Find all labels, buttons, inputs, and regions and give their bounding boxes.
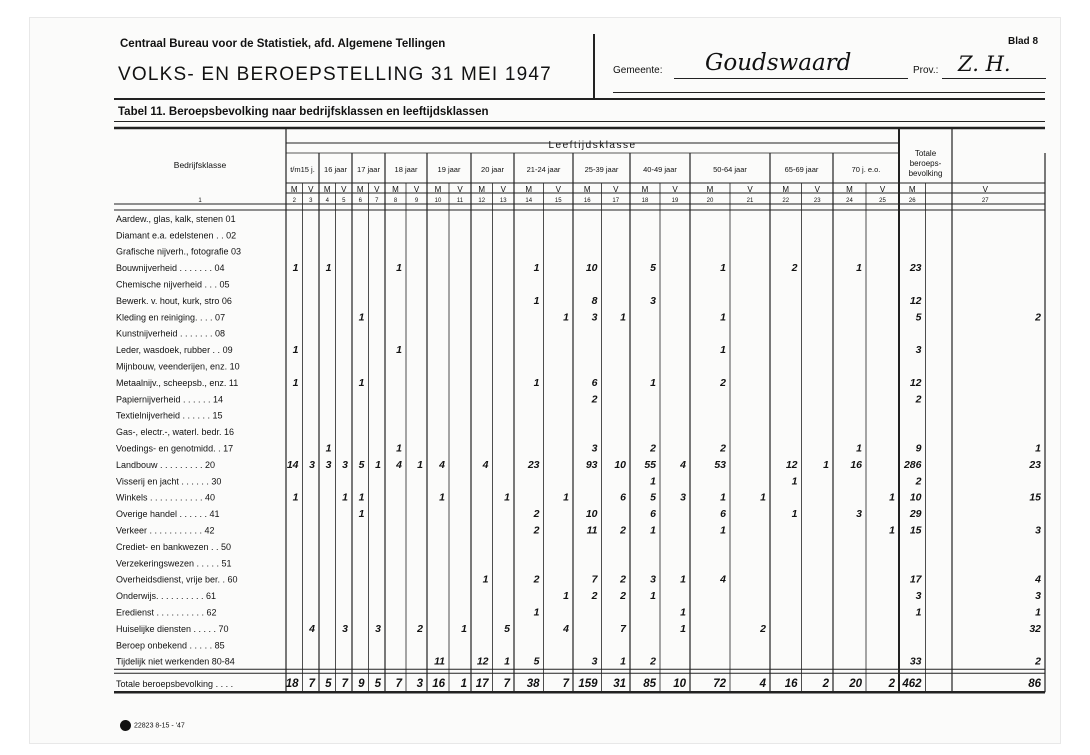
column-number: 13 (499, 198, 507, 204)
handwritten-value: 16 (850, 458, 862, 471)
handwritten-value: 1 (680, 606, 686, 619)
handwritten-value: 7 (591, 573, 598, 586)
handwritten-value: 2 (1035, 655, 1041, 668)
row-label: Diamant e.a. edelstenen . . 02 (116, 230, 237, 241)
column-number: 16 (583, 198, 591, 204)
handwritten-total: 86 (1028, 678, 1041, 691)
sheet-number: Blad 8 (1008, 36, 1039, 47)
handwritten-total: 7 (503, 678, 510, 691)
handwritten-value: 1 (358, 508, 365, 521)
age-group-label: 16 jaar (324, 165, 347, 174)
office-heading: Centraal Bureau voor de Statistiek, afd. Algemene Tellingen (120, 38, 446, 50)
column-number: 8 (393, 198, 398, 204)
column-number: 2 (292, 198, 296, 204)
sex-label: M (478, 185, 486, 194)
handwritten-value: 1 (791, 475, 798, 488)
handwritten-value: 1 (856, 262, 862, 275)
sex-label: V (413, 185, 420, 194)
printer-logo-icon (120, 720, 131, 731)
total-header-label: bevolking (908, 169, 943, 178)
handwritten-value: 32 (1029, 622, 1041, 635)
sex-label: V (814, 185, 820, 194)
row-label: Leder, wasdoek, rubber . . 09 (116, 345, 233, 356)
column-number: 21 (746, 198, 754, 204)
handwritten-value: 93 (585, 458, 598, 471)
handwritten-value: 1 (358, 311, 365, 324)
sex-label: M (782, 185, 790, 194)
age-group-label: 19 jaar (437, 165, 461, 174)
sex-label: V (879, 185, 886, 194)
handwritten-value: 53 (714, 458, 726, 471)
handwritten-value: 1 (680, 573, 686, 586)
handwritten-value: 10 (585, 262, 598, 275)
gemeente-value: Goudswaard (705, 50, 852, 76)
total-header-label: Totale (914, 149, 937, 158)
row-label: Papiernijverheid . . . . . . 14 (116, 394, 224, 405)
handwritten-total: 9 (358, 678, 365, 691)
census-table (30, 18, 1060, 743)
handwritten-value: 8 (591, 294, 598, 307)
handwritten-value: 1 (856, 442, 862, 455)
sex-label: M (525, 185, 533, 194)
handwritten-value: 1 (915, 606, 922, 619)
handwritten-value: 1 (650, 475, 656, 488)
handwritten-value: 6 (650, 508, 656, 521)
column-number: 4 (325, 198, 329, 204)
handwritten-value: 5 (358, 458, 365, 471)
handwritten-value: 3 (591, 311, 598, 324)
handwritten-value: 1 (650, 524, 656, 537)
age-group-label: 65-69 jaar (784, 165, 819, 174)
total-header-label: beroeps- (909, 159, 942, 168)
column-number: 23 (813, 198, 821, 204)
handwritten-value: 10 (614, 458, 626, 471)
sex-label: V (457, 185, 463, 194)
age-class-header: Leeftijdsklasse (548, 140, 637, 151)
row-label: Textielnijverheid . . . . . . 15 (116, 410, 223, 421)
handwritten-value: 3 (309, 458, 315, 471)
column-number: 7 (375, 198, 379, 204)
handwritten-value: 3 (856, 508, 862, 521)
row-label: Kleding en reiniging. . . . 07 (116, 312, 226, 323)
column-number: 5 (342, 198, 346, 204)
age-group-label: t/m15 j. (290, 165, 315, 174)
sex-label: M (706, 185, 714, 194)
handwritten-value: 4 (309, 622, 315, 635)
row-label: Tijdelijk niet werkenden 80-84 (116, 656, 235, 667)
column-number: 14 (525, 198, 533, 204)
gemeente-label: Gemeente: (613, 65, 663, 76)
handwritten-value: 1 (720, 311, 726, 324)
handwritten-value: 1 (417, 458, 423, 471)
handwritten-value: 1 (533, 294, 540, 307)
handwritten-value: 286 (903, 458, 922, 471)
row-label: Verzekeringswezen . . . . . 51 (116, 558, 232, 569)
handwritten-value: 1 (823, 458, 829, 471)
handwritten-value: 23 (909, 262, 922, 275)
age-group-label: 50-64 jaar (713, 165, 747, 174)
column-number: 15 (554, 198, 562, 204)
handwritten-total: 16 (784, 678, 798, 691)
table-title: Tabel 11. Beroepsbevolking naar bedrijfsklassen en leeftijdsklassen (118, 106, 489, 118)
census-title: VOLKS- EN BEROEPSTELLING 31 MEI 1947 (118, 64, 552, 85)
census-form-sheet (30, 18, 1060, 743)
handwritten-value: 1 (563, 590, 569, 603)
handwritten-value: 1 (342, 491, 348, 504)
handwritten-value: 12 (785, 458, 798, 471)
age-group-label: 18 jaar (394, 165, 418, 174)
handwritten-value: 3 (591, 655, 598, 668)
handwritten-value: 3 (591, 442, 598, 455)
row-label: Gas-, electr.-, waterl. bedr. 16 (116, 427, 235, 438)
column-number: 6 (358, 198, 362, 204)
handwritten-total: 85 (643, 678, 656, 691)
column-number: 19 (671, 198, 679, 204)
handwritten-value: 12 (909, 294, 922, 307)
handwritten-total: 2 (888, 678, 895, 691)
handwritten-value: 1 (1035, 442, 1041, 455)
handwritten-value: 11 (586, 524, 598, 537)
handwritten-value: 2 (591, 393, 598, 406)
handwritten-value: 2 (1035, 311, 1041, 324)
row-label: Aardew., glas, kalk, stenen 01 (116, 213, 236, 224)
handwritten-value: 3 (680, 491, 686, 504)
handwritten-value: 1 (1035, 606, 1041, 619)
handwritten-total: 7 (562, 678, 569, 691)
row-label: Kunstnijverheid . . . . . . . 08 (116, 328, 226, 339)
total-row-label: Totale beroepsbevolking . . . . (116, 679, 234, 690)
province-value: Z. H. (958, 52, 1011, 76)
handwritten-value: 15 (1029, 491, 1041, 504)
sex-label: M (641, 185, 649, 194)
handwritten-value: 6 (620, 491, 626, 504)
row-label: Crediet- en bankwezen . . 50 (116, 541, 232, 552)
handwritten-total: 10 (673, 678, 686, 691)
handwritten-value: 1 (325, 262, 332, 275)
handwritten-value: 2 (760, 622, 766, 635)
handwritten-total: 17 (475, 678, 489, 691)
handwritten-value: 1 (292, 344, 299, 357)
handwritten-value: 4 (720, 573, 726, 586)
row-label: Overheidsdienst, vrije ber. . 60 (116, 574, 238, 585)
handwritten-value: 1 (396, 344, 402, 357)
row-label: Bewerk. v. hout, kurk, stro 06 (116, 295, 232, 306)
sex-label: M (290, 185, 298, 194)
handwritten-value: 2 (791, 262, 798, 275)
handwritten-value: 1 (650, 590, 656, 603)
sex-label: M (434, 185, 442, 194)
handwritten-value: 17 (909, 573, 922, 586)
handwritten-value: 2 (650, 655, 656, 668)
handwritten-total: 7 (341, 678, 348, 691)
handwritten-value: 1 (325, 442, 332, 455)
column-number: 12 (478, 198, 486, 204)
handwritten-value: 4 (396, 458, 402, 471)
handwritten-value: 29 (909, 508, 922, 521)
handwritten-value: 1 (720, 491, 726, 504)
handwritten-value: 2 (533, 508, 540, 521)
handwritten-value: 1 (620, 311, 626, 324)
column-number: 27 (981, 198, 989, 204)
row-label: Onderwijs. . . . . . . . . . 61 (116, 591, 217, 602)
handwritten-value: 4 (482, 458, 489, 471)
handwritten-value: 3 (342, 458, 348, 471)
print-code-text: 22823 8-15 - '47 (134, 722, 185, 730)
handwritten-value: 1 (720, 344, 726, 357)
handwritten-total: 2 (822, 678, 829, 691)
handwritten-value: 1 (533, 262, 540, 275)
handwritten-value: 1 (563, 311, 569, 324)
handwritten-value: 6 (591, 376, 598, 389)
handwritten-value: 1 (563, 491, 569, 504)
sex-label: V (308, 185, 314, 194)
sex-label: V (341, 185, 347, 194)
handwritten-value: 1 (791, 508, 798, 521)
handwritten-value: 3 (915, 590, 922, 603)
row-label: Winkels . . . . . . . . . . . 40 (116, 492, 216, 503)
sex-label: M (583, 185, 591, 194)
sex-label: V (500, 185, 506, 194)
handwritten-total: 20 (849, 678, 862, 691)
handwritten-value: 23 (527, 458, 540, 471)
sex-label: V (555, 185, 561, 194)
row-label: Overige handel . . . . . . 41 (116, 509, 220, 520)
row-label: Mijnbouw, veenderijen, enz. 10 (116, 361, 240, 372)
age-group-label: 40-49 jaar (643, 165, 677, 174)
sex-label: M (323, 185, 331, 194)
handwritten-value: 5 (650, 491, 656, 504)
handwritten-value: 1 (358, 376, 365, 389)
row-label: Eredienst . . . . . . . . . . 62 (116, 607, 217, 618)
handwritten-value: 1 (720, 262, 726, 275)
age-group-label: 21-24 jaar (526, 165, 561, 174)
print-code (120, 720, 185, 731)
age-group-label: 20 jaar (481, 165, 504, 174)
row-label: Landbouw . . . . . . . . . 20 (116, 459, 216, 470)
handwritten-value: 2 (533, 524, 540, 537)
handwritten-total: 18 (285, 678, 299, 691)
handwritten-value: 1 (375, 458, 381, 471)
handwritten-value: 33 (909, 655, 922, 668)
handwritten-value: 1 (439, 491, 445, 504)
handwritten-total: 7 (308, 678, 315, 691)
handwritten-value: 1 (292, 376, 299, 389)
handwritten-value: 3 (1035, 590, 1041, 603)
sex-label: M (908, 185, 916, 194)
handwritten-total: 7 (395, 678, 402, 691)
row-label: Verkeer . . . . . . . . . . . 42 (116, 525, 215, 536)
handwritten-value: 1 (889, 491, 895, 504)
handwritten-value: 1 (533, 376, 540, 389)
row-label: Voedings- en genotmidd. . 17 (116, 443, 234, 454)
row-label: Visserij en jacht . . . . . . 30 (116, 476, 222, 487)
handwritten-value: 1 (680, 622, 686, 635)
bedrijfsklasse-header: Bedrijfsklasse (173, 160, 227, 170)
handwritten-total: 72 (713, 678, 726, 691)
sex-label: M (846, 185, 853, 194)
handwritten-value: 2 (591, 590, 598, 603)
row-label: Chemische nijverheid . . . 05 (116, 279, 230, 290)
handwritten-value: 4 (680, 458, 686, 471)
handwritten-total: 462 (902, 678, 922, 691)
handwritten-value: 1 (292, 262, 299, 275)
handwritten-value: 15 (909, 524, 922, 537)
column-number: 25 (879, 198, 886, 204)
column-number: 10 (434, 198, 442, 204)
column-number: 17 (612, 198, 620, 204)
handwritten-value: 1 (620, 655, 626, 668)
handwritten-value: 3 (342, 622, 348, 635)
column-number: 26 (908, 198, 916, 204)
handwritten-total: 1 (460, 678, 467, 691)
row-label: Grafische nijverh., fotografie 03 (116, 246, 242, 257)
column-number: 18 (641, 198, 649, 204)
handwritten-value: 5 (533, 655, 540, 668)
handwritten-value: 4 (439, 458, 445, 471)
handwritten-value: 1 (760, 491, 766, 504)
sex-label: V (374, 185, 380, 194)
sex-label: M (356, 185, 364, 194)
sex-label: V (613, 185, 619, 194)
handwritten-value: 2 (915, 393, 922, 406)
handwritten-value: 3 (650, 573, 656, 586)
row-label: Bouwnijverheid . . . . . . . 04 (116, 263, 225, 274)
row-label: Beroep onbekend . . . . . 85 (116, 640, 225, 651)
handwritten-value: 5 (650, 262, 656, 275)
handwritten-total: 16 (432, 678, 445, 691)
handwritten-value: 2 (620, 573, 626, 586)
handwritten-value: 23 (1029, 458, 1041, 471)
handwritten-value: 10 (909, 491, 922, 504)
handwritten-total: 31 (613, 678, 626, 691)
handwritten-value: 1 (358, 491, 365, 504)
handwritten-value: 1 (504, 491, 510, 504)
handwritten-value: 2 (533, 573, 540, 586)
handwritten-value: 1 (533, 606, 540, 619)
handwritten-value: 1 (396, 262, 402, 275)
row-label: Metaalnijv., scheepsb., enz. 11 (116, 377, 239, 388)
handwritten-value: 4 (1035, 573, 1041, 586)
handwritten-value: 14 (286, 458, 299, 471)
handwritten-value: 5 (915, 311, 922, 324)
handwritten-value: 1 (482, 573, 489, 586)
handwritten-value: 3 (375, 622, 381, 635)
handwritten-value: 7 (620, 622, 626, 635)
column-number: 9 (414, 198, 419, 204)
handwritten-value: 2 (915, 475, 922, 488)
handwritten-value: 55 (644, 458, 656, 471)
handwritten-value: 2 (720, 376, 726, 389)
column-number: 24 (846, 198, 853, 204)
handwritten-value: 1 (396, 442, 402, 455)
handwritten-value: 6 (720, 508, 726, 521)
sex-label: V (747, 185, 753, 194)
handwritten-value: 5 (504, 622, 510, 635)
sex-label: V (982, 185, 988, 194)
handwritten-value: 11 (434, 655, 445, 668)
handwritten-value: 12 (476, 655, 489, 668)
handwritten-total: 5 (374, 678, 381, 691)
age-group-label: 25-39 jaar (584, 165, 619, 174)
row-label: Huiselijke diensten . . . . . 70 (116, 623, 229, 634)
handwritten-value: 2 (417, 622, 423, 635)
sex-label: M (392, 185, 399, 194)
handwritten-value: 1 (650, 376, 656, 389)
handwritten-value: 2 (620, 590, 626, 603)
handwritten-value: 1 (720, 524, 726, 537)
handwritten-value: 10 (585, 508, 598, 521)
age-group-label: 70 j. e.o. (851, 165, 881, 174)
handwritten-value: 9 (915, 442, 922, 455)
column-number: 22 (782, 198, 790, 204)
handwritten-total: 38 (526, 678, 540, 691)
handwritten-value: 4 (563, 622, 569, 635)
handwritten-total: 4 (759, 678, 766, 691)
handwritten-total: 5 (325, 678, 332, 691)
handwritten-value: 3 (1035, 524, 1041, 537)
handwritten-value: 2 (720, 442, 726, 455)
column-number: 3 (309, 198, 313, 204)
handwritten-value: 1 (292, 491, 299, 504)
province-label: Prov.: (913, 65, 939, 76)
column-number: 11 (456, 198, 464, 204)
handwritten-value: 1 (504, 655, 510, 668)
handwritten-value: 2 (620, 524, 626, 537)
handwritten-value: 3 (325, 458, 332, 471)
handwritten-value: 1 (461, 622, 467, 635)
handwritten-total: 3 (416, 678, 423, 691)
handwritten-value: 3 (915, 344, 922, 357)
column-number: 20 (706, 198, 714, 204)
column-number: 1 (198, 198, 202, 204)
handwritten-value: 12 (909, 376, 922, 389)
sex-label: V (672, 185, 678, 194)
handwritten-value: 2 (650, 442, 656, 455)
handwritten-total: 159 (578, 678, 598, 691)
age-group-label: 17 jaar (357, 165, 380, 174)
handwritten-value: 3 (650, 294, 656, 307)
handwritten-value: 1 (889, 524, 895, 537)
